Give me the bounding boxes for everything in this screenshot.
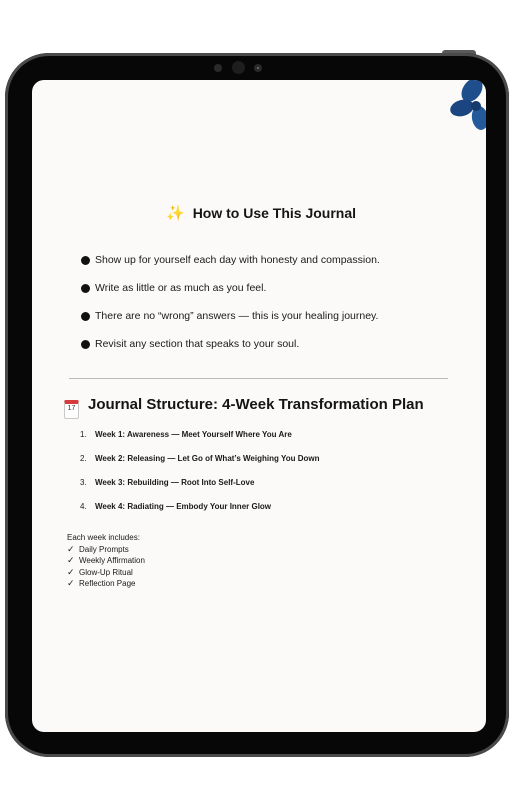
journal-structure-heading	[64, 396, 424, 419]
week-title: Week 4: Radiating — Embody Your Inner Glow	[95, 501, 272, 511]
sensor-right	[254, 64, 262, 72]
list-item	[81, 330, 471, 358]
include-item-text: Reflection Page	[79, 579, 136, 588]
sensor-left	[214, 64, 222, 72]
includes-heading: Each week includes:	[67, 533, 140, 542]
checkmark-icon: ✓	[67, 566, 75, 577]
bullet-text: Revisit any section that speaks to your soul.	[95, 338, 300, 350]
list-item	[67, 555, 145, 567]
sparkle-icon: ✨	[166, 205, 185, 222]
calendar-icon: 17	[64, 400, 79, 419]
section-divider	[69, 378, 448, 379]
list-item	[80, 446, 470, 470]
week-title: Week 2: Releasing — Let Go of What’s Weighing You Down	[95, 453, 320, 463]
list-item	[81, 246, 471, 274]
list-item	[80, 494, 470, 518]
week-number: 4.	[80, 501, 87, 511]
include-item-text: Daily Prompts	[79, 544, 129, 554]
bullet-text: Show up for yourself each day with honesty and compassion.	[95, 254, 380, 266]
list-item	[67, 578, 145, 590]
bullet-dot-icon	[81, 256, 90, 265]
week-list	[80, 422, 470, 518]
list-item	[67, 544, 145, 556]
week-number: 1.	[80, 429, 87, 439]
bullet-dot-icon	[81, 312, 90, 321]
bullet-dot-icon	[81, 340, 90, 349]
checkmark-icon: ✓	[67, 555, 75, 565]
how-to-use-heading	[166, 204, 356, 222]
list-item	[80, 470, 470, 494]
front-camera	[232, 61, 245, 74]
include-item-text: Weekly Affirmation	[79, 556, 145, 565]
bullet-text: Write as little or as much as you feel.	[95, 282, 267, 294]
how-to-use-title: How to Use This Journal	[192, 205, 357, 221]
week-title: Week 1: Awareness — Meet Yourself Where You Are	[95, 429, 292, 439]
week-title: Week 3: Rebuilding — Root Into Self-Love	[95, 477, 255, 487]
checkmark-icon: ✓	[67, 578, 75, 588]
bullet-dot-icon	[81, 284, 90, 293]
list-item	[81, 274, 471, 302]
week-number: 3.	[80, 477, 87, 487]
journal-structure-title: Journal Structure: 4-Week Transformation Plan	[88, 396, 424, 413]
bullet-text: There are no “wrong” answers — this is your healing journey.	[95, 310, 379, 322]
tablet-screen	[32, 80, 486, 732]
list-item	[67, 567, 145, 579]
checkmark-icon: ✓	[67, 543, 75, 554]
weekly-includes	[67, 532, 145, 590]
week-number: 2.	[80, 453, 87, 463]
how-to-bullet-list	[81, 246, 471, 358]
include-item-text: Glow-Up Ritual	[79, 567, 133, 577]
list-item	[81, 302, 471, 330]
list-item	[80, 422, 470, 446]
blue-flower-decoration	[448, 80, 486, 136]
